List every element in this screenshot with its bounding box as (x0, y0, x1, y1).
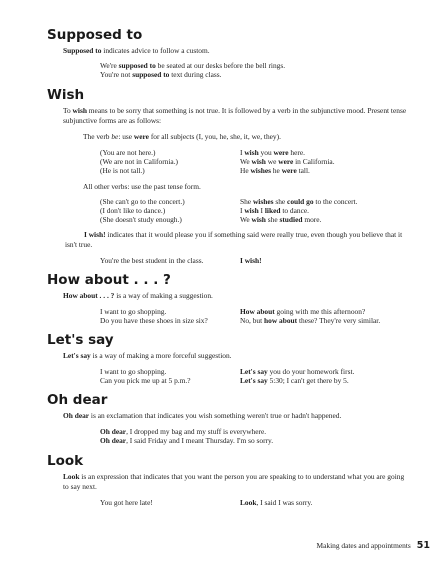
supposed-to-definition: Supposed to indicates advice to follow a custom. (63, 46, 210, 55)
wish-left-3: (He is not tall.) (100, 166, 145, 175)
oh-dear-example-2: Oh dear, I said Friday and I meant Thursday. I'm so sorry. (100, 436, 274, 445)
supposed-to-example-2: You're not supposed to text during class. (100, 70, 222, 79)
wish-right-3: He wishes he were tall. (240, 166, 310, 175)
heading-supposed-to: Supposed to (47, 27, 143, 43)
wish-right-1: I wish you were here. (240, 148, 305, 157)
wish-left-5: (I don't like to dance.) (100, 206, 166, 215)
lets-say-right-2: Let's say 5:30; I can't get there by 5. (240, 376, 349, 385)
how-about-left-2: Do you have these shoes in size six? (100, 316, 208, 325)
wish-left-1: (You are not here.) (100, 148, 156, 157)
look-example-right: Look, I said I was sorry. (240, 498, 313, 507)
wish-right-6: We wish she studied more. (240, 215, 322, 224)
heading-oh-dear: Oh dear (47, 392, 108, 408)
wish-other-verbs-rule: All other verbs: use the past tense form. (83, 182, 201, 191)
look-definition: Look is an expression that indicates that you want the person you are speaking to to understand what you are going to say next. (63, 472, 405, 491)
how-about-right-1: How about going with me this afternoon? (240, 307, 366, 316)
wish-left-6: (She doesn't study enough.) (100, 215, 182, 224)
lets-say-left-1: I want to go shopping. (100, 367, 167, 376)
how-about-left-1: I want to go shopping. (100, 307, 167, 316)
supposed-to-example-1: We're supposed to be seated at our desks before the bell rings. (100, 61, 286, 70)
how-about-right-2: No, but how about these? They're very similar. (240, 316, 381, 325)
heading-wish: Wish (47, 87, 85, 103)
lets-say-left-2: Can you pick me up at 5 p.m.? (100, 376, 191, 385)
wish-right-5: I wish I liked to dance. (240, 206, 310, 215)
page-footer (0, 540, 430, 551)
oh-dear-example-1: Oh dear, I dropped my bag and my stuff is everywhere. (100, 427, 267, 436)
wish-example-right: I wish! (240, 256, 262, 265)
heading-how-about: How about . . . ? (47, 272, 171, 288)
wish-exclamation-definition: I wish! indicates that it would please you if something said were really true, even though you believe that it isn't true. (65, 230, 403, 249)
wish-left-2: (We are not in California.) (100, 157, 179, 166)
wish-definition: To wish means to be sorry that something is not true. It is followed by a verb in the subjunctive mood. Present tense subjunctive forms are as follows: (63, 106, 407, 125)
footer-section-title: Making dates and appointments (316, 541, 411, 550)
heading-lets-say: Let's say (47, 332, 114, 348)
lets-say-right-1: Let's say you do your homework first. (240, 367, 355, 376)
oh-dear-definition: Oh dear is an exclamation that indicates you wish something weren't true or hadn't happened. (63, 411, 342, 420)
wish-right-4: She wishes she could go to the concert. (240, 197, 358, 206)
how-about-definition: How about . . . ? is a way of making a suggestion. (63, 291, 213, 300)
wish-be-rule: The verb be: use were for all subjects (I, you, he, she, it, we, they). (83, 132, 281, 141)
look-example-left: You got here late! (100, 498, 153, 507)
wish-right-2: We wish we were in California. (240, 157, 335, 166)
heading-look: Look (47, 453, 84, 469)
page-number: 51 (416, 540, 430, 551)
lets-say-definition: Let's say is a way of making a more forceful suggestion. (63, 351, 232, 360)
wish-example-left: You're the best student in the class. (100, 256, 204, 265)
wish-left-4: (She can't go to the concert.) (100, 197, 185, 206)
